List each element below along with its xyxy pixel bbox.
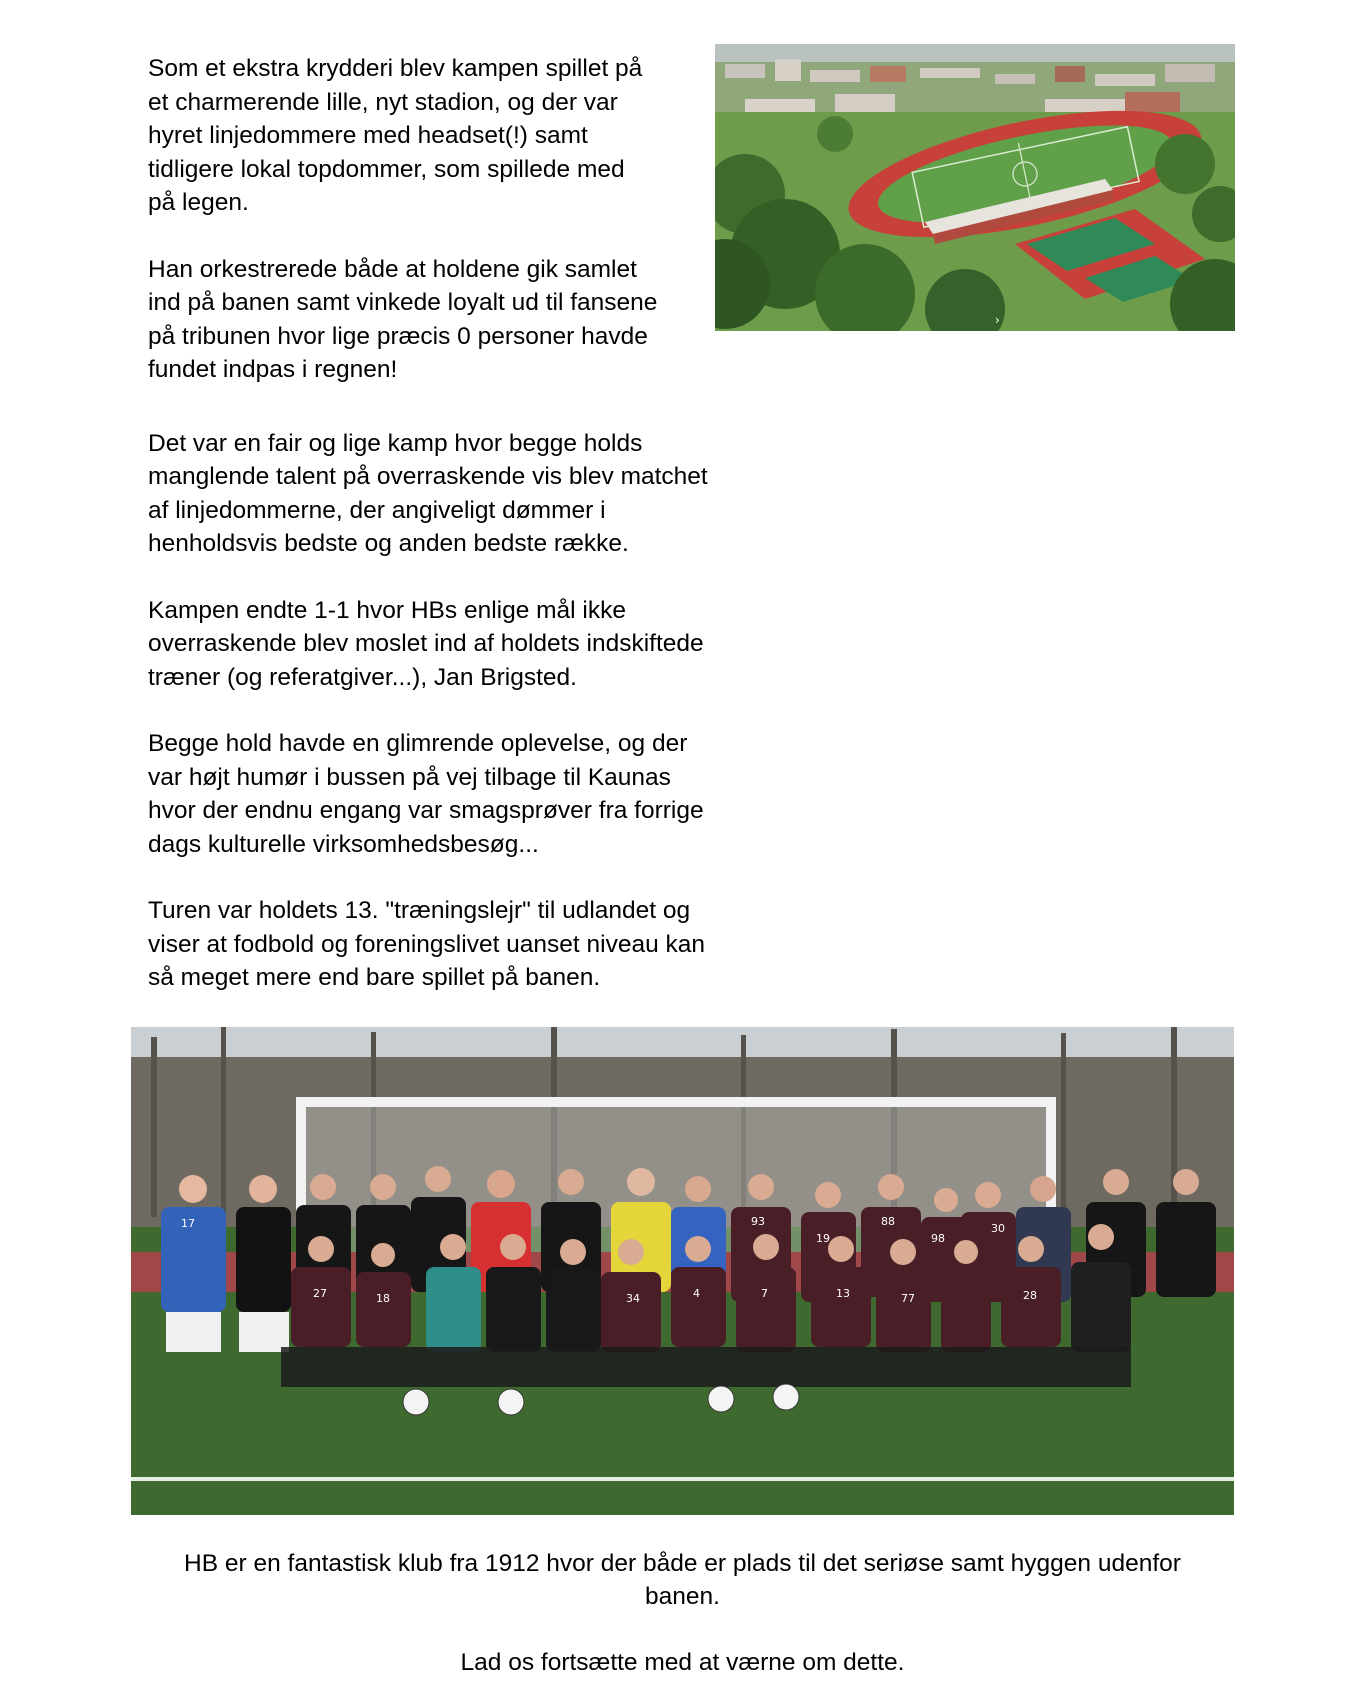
jersey-number: 19 bbox=[816, 1232, 830, 1245]
caption-club-description: HB er en fantastisk klub fra 1912 hvor der både er plads til det seriøse samt hyggen udenfor banen. bbox=[184, 1550, 1181, 1610]
jersey-number: 28 bbox=[1023, 1289, 1037, 1302]
jersey-number: 27 bbox=[313, 1287, 327, 1300]
jersey-number: 93 bbox=[751, 1215, 765, 1228]
closing-caption-final bbox=[150, 1646, 1215, 1679]
team-group-photo bbox=[131, 1027, 1234, 1515]
paragraph-match: Det var en fair og lige kamp hvor begge holds manglende talent på overraskende vis blev matchet af linjedommerne, der angiveligt dømmer i henholdsvis bedste og anden bedste række. bbox=[148, 429, 708, 557]
jersey-number: 13 bbox=[836, 1287, 850, 1300]
jersey-number: 7 bbox=[761, 1287, 768, 1300]
jersey-number: 17 bbox=[181, 1217, 195, 1230]
jersey-number: 18 bbox=[376, 1292, 390, 1305]
stadium-illustration bbox=[715, 44, 1235, 331]
caption-closing-line: Lad os fortsætte med at værne om dette. bbox=[460, 1649, 905, 1676]
jersey-number: 34 bbox=[626, 1292, 640, 1305]
carousel-arrow-icon: › bbox=[995, 313, 1000, 327]
jersey-number: 30 bbox=[991, 1222, 1005, 1235]
article-body bbox=[148, 52, 748, 995]
jersey-number: 98 bbox=[931, 1232, 945, 1245]
paragraph-referee: Han orkestrerede både at holdene gik samlet ind på banen samt vinkede loyalt ud til fansene på tribunen hvor lige præcis 0 personer havde fundet indpas i regnen! bbox=[148, 255, 658, 383]
jersey-number: 4 bbox=[693, 1287, 700, 1300]
stadium-aerial-photo bbox=[715, 44, 1235, 331]
paragraph-experience: Begge hold havde en glimrende oplevelse, og der var højt humør i bussen på vej tilbage til Kaunas hvor der endnu engang var smagsprøver fra forrige dags kulturelle virksomhedsbesøg... bbox=[148, 730, 704, 858]
jersey-number: 88 bbox=[881, 1215, 895, 1228]
paragraph-result: Kampen endte 1-1 hvor HBs enlige mål ikke overraskende blev moslet ind af holdets indskiftede træner (og referatgiver...), Jan Brigsted. bbox=[148, 596, 704, 691]
paragraph-training-camp: Turen var holdets 13. "træningslejr" til udlandet og viser at fodbold og foreningslivet uanset niveau kan så meget mere end bare spillet på banen. bbox=[148, 897, 706, 991]
jersey-number: 77 bbox=[901, 1292, 915, 1305]
team-illustration bbox=[131, 1027, 1234, 1515]
paragraph-stadium: Som et ekstra krydderi blev kampen spillet på et charmerende lille, nyt stadion, og der var hyret linjedommere med headset(!) samt tidligere lokal topdommer, som spillede med på legen. bbox=[148, 55, 643, 216]
closing-caption bbox=[150, 1547, 1215, 1613]
